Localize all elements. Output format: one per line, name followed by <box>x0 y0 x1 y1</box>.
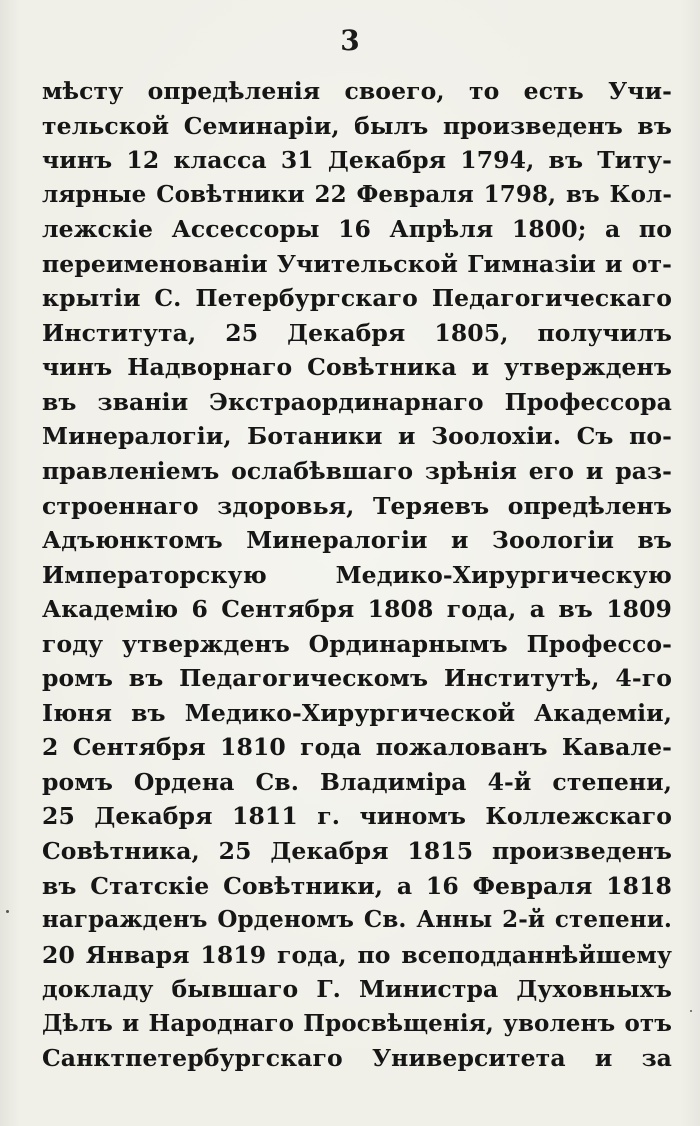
text-line: переименованіи Учительской Гимназіи и от- <box>42 249 672 278</box>
text-line: чинъ Надворнаго Совѣтника и утвержденъ <box>42 353 672 382</box>
text-line: мѣсту опредѣленія своего, то есть Учи- <box>42 77 672 105</box>
text-line: Іюня въ Медико-Хирургической Академіи, <box>42 698 672 727</box>
text-line: чинъ 12 класса 31 Декабря 1794, въ Титу- <box>42 146 672 175</box>
text-line: Совѣтника, 25 Декабря 1815 произведенъ <box>42 837 672 866</box>
text-line: 20 Января 1819 года, по всеподданнѣйшему <box>42 940 672 969</box>
text-line: въ Статскіе Совѣтники, а 16 Февраля 1818 <box>42 871 672 900</box>
text-line: Академію 6 Сентября 1808 года, а въ 1809 <box>42 595 672 624</box>
text-line: Адъюнктомъ Минералогіи и Зоологіи въ <box>42 526 672 555</box>
text-line: 2 Сентября 1810 года пожалованъ Кавале- <box>42 733 672 762</box>
page-number: 3 <box>340 24 360 57</box>
text-line: награжденъ Орденомъ Св. Анны 2-й степени. <box>42 906 672 934</box>
text-line: Санктпетербургскаго Университета и за <box>42 1044 672 1073</box>
paper-speck <box>6 910 9 913</box>
text-line: Минералогіи, Ботаники и Зоолохіи. Съ по- <box>42 422 672 451</box>
text-line: году утвержденъ Ординарнымъ Профессо- <box>42 629 672 658</box>
text-line: Дѣлъ и Народнаго Просвѣщенія, уволенъ отъ <box>42 1009 672 1037</box>
text-line: 25 Декабря 1811 г. чиномъ Коллежскаго <box>42 802 672 831</box>
body-text <box>42 74 672 1076</box>
text-line: лярные Совѣтники 22 Февраля 1798, въ Кол- <box>42 180 672 208</box>
text-line: лежскіе Ассессоры 16 Апрѣля 1800; а по <box>42 215 672 244</box>
text-line: строеннаго здоровья, Теряевъ опредѣленъ <box>42 491 672 520</box>
text-line: крытіи С. Петербургскаго Педагогическаго <box>42 284 672 313</box>
paper-speck <box>690 1010 692 1012</box>
text-line: правленіемъ ослабѣвшаго зрѣнія его и раз- <box>42 457 672 486</box>
text-line: Института, 25 Декабря 1805, получилъ <box>42 318 672 347</box>
text-line: Императорскую Медико-Хирургическую <box>42 560 672 589</box>
text-line: докладу бывшаго Г. Министра Духовныхъ <box>42 975 672 1004</box>
text-line: тельской Семинаріи, былъ произведенъ въ <box>42 111 672 140</box>
text-line: въ званіи Экстраординарнаго Профессора <box>42 387 672 416</box>
text-line: ромъ въ Педагогическомъ Институтѣ, 4-го <box>42 664 672 693</box>
text-line: ромъ Ордена Св. Владиміра 4-й степени, <box>42 767 672 796</box>
